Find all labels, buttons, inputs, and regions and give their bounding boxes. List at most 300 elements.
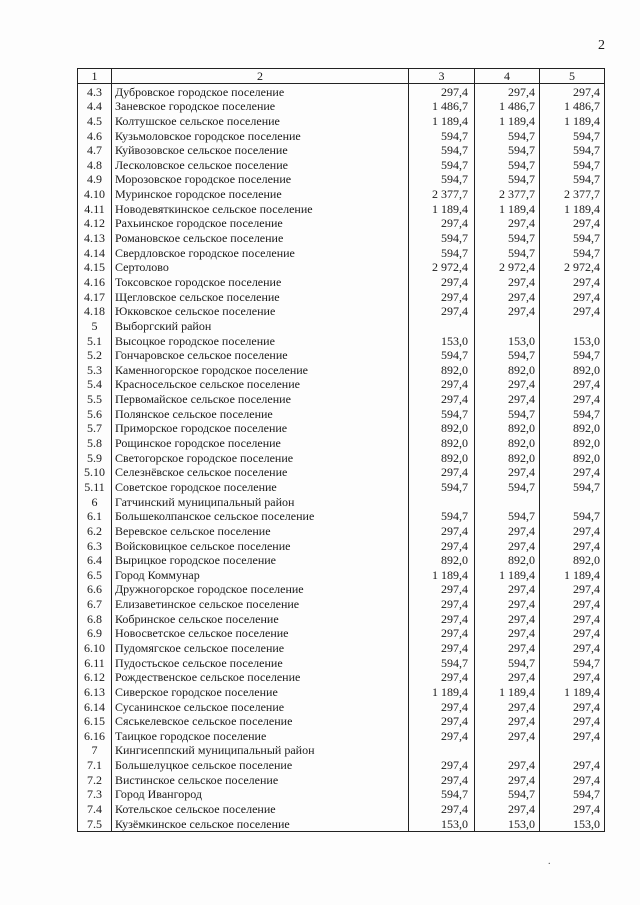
row-number-cell: 5 [78,319,112,334]
row-number-cell: 7 [78,743,112,758]
value-col5-cell: 594,7 [540,158,605,173]
settlement-name-cell: Куйвозовское сельское поселение [112,143,409,158]
row-number-cell: 4.8 [78,158,112,173]
value-col3-cell: 297,4 [409,758,475,773]
header-cell-3: 3 [409,69,475,84]
value-col3-cell: 297,4 [409,641,475,656]
row-number-cell: 4.5 [78,114,112,129]
table-row [78,421,605,436]
value-col4-cell: 297,4 [475,802,540,817]
header-cell-2: 2 [112,69,409,84]
table-row [78,260,605,275]
table-row [78,773,605,788]
table-row [78,202,605,217]
scan-mark: . [548,856,551,867]
allocation-table [77,68,605,832]
settlement-name-cell: Большелуцкое сельское поселение [112,758,409,773]
row-number-cell: 5.8 [78,436,112,451]
value-col5-cell: 297,4 [540,275,605,290]
value-col5-cell: 297,4 [540,802,605,817]
settlement-name-cell: Кузьмоловское городское поселение [112,128,409,143]
value-col5-cell: 2 377,7 [540,187,605,202]
value-col4-cell: 297,4 [475,641,540,656]
table-row [78,568,605,583]
value-col4-cell: 153,0 [475,816,540,831]
row-number-cell: 4.16 [78,275,112,290]
row-number-cell: 7.1 [78,758,112,773]
table-row [78,597,605,612]
table-row [78,143,605,158]
settlement-name-cell: Сяськелевское сельское поселение [112,714,409,729]
row-number-cell: 4.11 [78,202,112,217]
value-col5-cell: 297,4 [540,524,605,539]
value-col3-cell: 1 486,7 [409,99,475,114]
settlement-name-cell: Кобринское сельское поселение [112,611,409,626]
value-col3-cell: 297,4 [409,377,475,392]
value-col5-cell: 297,4 [540,729,605,744]
value-col3-cell: 594,7 [409,172,475,187]
settlement-name-cell: Светогорское городское поселение [112,450,409,465]
row-number-cell: 4.13 [78,231,112,246]
row-number-cell: 5.4 [78,377,112,392]
row-number-cell: 5.10 [78,465,112,480]
table-row [78,655,605,670]
value-col4-cell [475,743,540,758]
row-number-cell: 4.10 [78,187,112,202]
value-col5-cell: 594,7 [540,407,605,422]
settlement-name-cell: Колтушское сельское поселение [112,114,409,129]
value-col3-cell: 297,4 [409,597,475,612]
value-col5-cell: 892,0 [540,450,605,465]
row-number-cell: 6.14 [78,699,112,714]
settlement-name-cell: Веревское сельское поселение [112,524,409,539]
row-number-cell: 6.7 [78,597,112,612]
value-col4-cell: 297,4 [475,611,540,626]
settlement-name-cell: Лесколовское сельское поселение [112,158,409,173]
value-col4-cell: 297,4 [475,304,540,319]
value-col3-cell: 594,7 [409,245,475,260]
settlement-name-cell: Кузёмкинское сельское поселение [112,816,409,831]
value-col5-cell: 594,7 [540,480,605,495]
table-row [78,363,605,378]
value-col3-cell: 594,7 [409,143,475,158]
row-number-cell: 6.6 [78,582,112,597]
value-col4-cell: 297,4 [475,275,540,290]
value-col3-cell [409,494,475,509]
table-group-row [78,494,605,509]
row-number-cell: 7.3 [78,787,112,802]
value-col4-cell: 594,7 [475,655,540,670]
settlement-name-cell: Рощинское городское поселение [112,436,409,451]
value-col4-cell: 892,0 [475,553,540,568]
value-col5-cell [540,319,605,334]
value-col4-cell: 1 189,4 [475,202,540,217]
table-row [78,245,605,260]
settlement-name-cell: Елизаветинское сельское поселение [112,597,409,612]
value-col3-cell: 153,0 [409,816,475,831]
value-col5-cell: 297,4 [540,714,605,729]
table-row [78,84,605,99]
row-number-cell: 4.18 [78,304,112,319]
settlement-name-cell: Сиверское городское поселение [112,685,409,700]
value-col5-cell: 594,7 [540,509,605,524]
value-col4-cell: 297,4 [475,392,540,407]
settlement-name-cell: Токсовское городское поселение [112,275,409,290]
table-group-row [78,743,605,758]
value-col3-cell: 892,0 [409,363,475,378]
value-col3-cell: 297,4 [409,714,475,729]
value-col4-cell: 297,4 [475,216,540,231]
value-col3-cell [409,319,475,334]
settlement-name-cell: Полянское сельское поселение [112,407,409,422]
row-number-cell: 6.13 [78,685,112,700]
value-col3-cell: 153,0 [409,333,475,348]
table-row [78,392,605,407]
value-col3-cell: 594,7 [409,480,475,495]
settlement-name-cell: Первомайское сельское поселение [112,392,409,407]
row-number-cell: 5.2 [78,348,112,363]
row-number-cell: 7.4 [78,802,112,817]
row-number-cell: 6.2 [78,524,112,539]
header-cell-1: 1 [78,69,112,84]
value-col3-cell: 297,4 [409,699,475,714]
settlement-name-cell: Муринское городское поселение [112,187,409,202]
table-row [78,685,605,700]
value-col3-cell: 297,4 [409,392,475,407]
settlement-name-cell: Дружногорское городское поселение [112,582,409,597]
value-col5-cell: 153,0 [540,333,605,348]
settlement-name-cell: Гатчинский муниципальный район [112,494,409,509]
value-col3-cell: 892,0 [409,450,475,465]
row-number-cell: 4.4 [78,99,112,114]
value-col5-cell: 297,4 [540,304,605,319]
value-col4-cell: 594,7 [475,245,540,260]
value-col3-cell: 594,7 [409,158,475,173]
row-number-cell: 6.5 [78,568,112,583]
row-number-cell: 6 [78,494,112,509]
value-col5-cell: 1 189,4 [540,114,605,129]
value-col5-cell: 297,4 [540,641,605,656]
value-col3-cell: 1 189,4 [409,685,475,700]
table-group-row [78,319,605,334]
value-col4-cell: 594,7 [475,480,540,495]
value-col3-cell: 297,4 [409,538,475,553]
table-row [78,787,605,802]
row-number-cell: 5.6 [78,407,112,422]
settlement-name-cell: Гончаровское сельское поселение [112,348,409,363]
value-col4-cell: 594,7 [475,787,540,802]
settlement-name-cell: Новосветское сельское поселение [112,626,409,641]
settlement-name-cell: Вистинское сельское поселение [112,773,409,788]
value-col3-cell: 297,4 [409,611,475,626]
value-col4-cell: 594,7 [475,128,540,143]
table-row [78,348,605,363]
row-number-cell: 6.11 [78,655,112,670]
settlement-name-cell: Советское городское поселение [112,480,409,495]
settlement-name-cell: Юкковское сельское поселение [112,304,409,319]
settlement-name-cell: Сусанинское сельское поселение [112,699,409,714]
value-col4-cell [475,319,540,334]
value-col4-cell: 297,4 [475,714,540,729]
value-col5-cell: 297,4 [540,758,605,773]
settlement-name-cell: Войсковицкое сельское поселение [112,538,409,553]
row-number-cell: 6.9 [78,626,112,641]
value-col4-cell: 594,7 [475,231,540,246]
value-col5-cell: 892,0 [540,363,605,378]
value-col3-cell: 297,4 [409,216,475,231]
table-row [78,377,605,392]
value-col5-cell: 297,4 [540,289,605,304]
row-number-cell: 6.1 [78,509,112,524]
row-number-cell: 5.9 [78,450,112,465]
value-col4-cell: 297,4 [475,597,540,612]
value-col4-cell: 297,4 [475,289,540,304]
value-col3-cell: 594,7 [409,128,475,143]
row-number-cell: 5.3 [78,363,112,378]
value-col5-cell: 594,7 [540,172,605,187]
row-number-cell: 6.4 [78,553,112,568]
table-row [78,714,605,729]
settlement-name-cell: Щегловское сельское поселение [112,289,409,304]
table-row [78,128,605,143]
value-col3-cell: 297,4 [409,729,475,744]
value-col3-cell: 594,7 [409,509,475,524]
value-col5-cell: 594,7 [540,143,605,158]
settlement-name-cell: Котельское сельское поселение [112,802,409,817]
row-number-cell: 7.5 [78,816,112,831]
settlement-name-cell: Большеколпанское сельское поселение [112,509,409,524]
row-number-cell: 6.3 [78,538,112,553]
table-row [78,187,605,202]
value-col4-cell: 1 486,7 [475,99,540,114]
table-row [78,289,605,304]
row-number-cell: 4.6 [78,128,112,143]
value-col3-cell: 297,4 [409,626,475,641]
table-row [78,611,605,626]
value-col5-cell: 297,4 [540,773,605,788]
table-row [78,816,605,831]
value-col5-cell: 594,7 [540,787,605,802]
table-row [78,699,605,714]
value-col4-cell: 892,0 [475,363,540,378]
value-col3-cell: 297,4 [409,773,475,788]
settlement-name-cell: Таицкое городское поселение [112,729,409,744]
value-col3-cell: 297,4 [409,275,475,290]
value-col4-cell: 297,4 [475,699,540,714]
row-number-cell: 4.9 [78,172,112,187]
value-col3-cell: 594,7 [409,407,475,422]
value-col4-cell: 594,7 [475,172,540,187]
value-col3-cell: 892,0 [409,553,475,568]
value-col5-cell: 594,7 [540,128,605,143]
value-col4-cell: 1 189,4 [475,568,540,583]
table-row [78,465,605,480]
settlement-name-cell: Пудостьское сельское поселение [112,655,409,670]
row-number-cell: 6.12 [78,670,112,685]
settlement-name-cell: Город Коммунар [112,568,409,583]
value-col4-cell: 1 189,4 [475,685,540,700]
value-col3-cell: 297,4 [409,524,475,539]
value-col5-cell: 594,7 [540,231,605,246]
settlement-name-cell: Каменногорское городское поселение [112,363,409,378]
value-col4-cell: 297,4 [475,729,540,744]
settlement-name-cell: Красносельское сельское поселение [112,377,409,392]
value-col4-cell: 297,4 [475,524,540,539]
table-row [78,758,605,773]
value-col5-cell: 892,0 [540,436,605,451]
value-col4-cell: 297,4 [475,84,540,99]
value-col5-cell: 892,0 [540,421,605,436]
settlement-name-cell: Кингисеппский муниципальный район [112,743,409,758]
row-number-cell: 4.14 [78,245,112,260]
value-col4-cell: 594,7 [475,509,540,524]
value-col4-cell: 153,0 [475,333,540,348]
table-row [78,333,605,348]
value-col3-cell: 297,4 [409,465,475,480]
row-number-cell: 5.5 [78,392,112,407]
value-col3-cell: 892,0 [409,421,475,436]
value-col4-cell: 297,4 [475,773,540,788]
value-col3-cell: 594,7 [409,787,475,802]
table-row [78,304,605,319]
settlement-name-cell: Морозовское городское поселение [112,172,409,187]
settlement-name-cell: Выборгский район [112,319,409,334]
value-col4-cell: 297,4 [475,465,540,480]
table-row [78,450,605,465]
value-col4-cell: 594,7 [475,143,540,158]
value-col4-cell: 2 972,4 [475,260,540,275]
value-col4-cell: 297,4 [475,538,540,553]
value-col5-cell: 892,0 [540,553,605,568]
page-number: 2 [598,38,605,53]
settlement-name-cell: Романовское сельское поселение [112,231,409,246]
value-col3-cell: 2 377,7 [409,187,475,202]
value-col4-cell: 892,0 [475,450,540,465]
value-col3-cell [409,743,475,758]
settlement-name-cell: Селезнёвское сельское поселение [112,465,409,480]
value-col5-cell: 594,7 [540,348,605,363]
value-col3-cell: 297,4 [409,582,475,597]
value-col4-cell: 1 189,4 [475,114,540,129]
table-row [78,524,605,539]
table-row [78,158,605,173]
settlement-name-cell: Новодевяткинское сельское поселение [112,202,409,217]
table-row [78,114,605,129]
value-col4-cell: 297,4 [475,377,540,392]
settlement-name-cell: Приморское городское поселение [112,421,409,436]
value-col3-cell: 1 189,4 [409,114,475,129]
value-col4-cell: 297,4 [475,626,540,641]
settlement-name-cell: Вырицкое городское поселение [112,553,409,568]
value-col3-cell: 594,7 [409,655,475,670]
row-number-cell: 6.15 [78,714,112,729]
table-row [78,99,605,114]
value-col5-cell: 297,4 [540,699,605,714]
table-row [78,582,605,597]
value-col4-cell: 892,0 [475,436,540,451]
row-number-cell: 4.17 [78,289,112,304]
settlement-name-cell: Сертолово [112,260,409,275]
row-number-cell: 5.1 [78,333,112,348]
value-col4-cell: 594,7 [475,407,540,422]
value-col5-cell: 297,4 [540,582,605,597]
table-row [78,802,605,817]
value-col5-cell: 297,4 [540,84,605,99]
value-col3-cell: 1 189,4 [409,202,475,217]
table-row [78,670,605,685]
value-col3-cell: 2 972,4 [409,260,475,275]
settlement-name-cell: Рождественское сельское поселение [112,670,409,685]
value-col5-cell: 2 972,4 [540,260,605,275]
header-cell-4: 4 [475,69,540,84]
value-col4-cell: 297,4 [475,670,540,685]
value-col5-cell [540,494,605,509]
table-row [78,172,605,187]
table-row [78,275,605,290]
row-number-cell: 7.2 [78,773,112,788]
header-cell-5: 5 [540,69,605,84]
table-row [78,436,605,451]
row-number-cell: 5.11 [78,480,112,495]
table-row [78,626,605,641]
value-col5-cell: 297,4 [540,377,605,392]
value-col3-cell: 297,4 [409,304,475,319]
table-row [78,216,605,231]
value-col5-cell: 594,7 [540,655,605,670]
value-col5-cell: 297,4 [540,216,605,231]
value-col5-cell: 1 189,4 [540,685,605,700]
value-col5-cell: 1 486,7 [540,99,605,114]
table-header-row [78,69,605,84]
row-number-cell: 4.3 [78,84,112,99]
value-col4-cell: 297,4 [475,582,540,597]
value-col5-cell: 297,4 [540,465,605,480]
settlement-name-cell: Высоцкое городское поселение [112,333,409,348]
value-col4-cell: 297,4 [475,758,540,773]
settlement-name-cell: Дубровское городское поселение [112,84,409,99]
value-col5-cell: 594,7 [540,245,605,260]
value-col3-cell: 892,0 [409,436,475,451]
settlement-name-cell: Город Ивангород [112,787,409,802]
value-col3-cell: 297,4 [409,84,475,99]
table-row [78,641,605,656]
settlement-name-cell: Рахьинское городское поселение [112,216,409,231]
value-col5-cell: 1 189,4 [540,568,605,583]
value-col5-cell: 297,4 [540,538,605,553]
row-number-cell: 6.10 [78,641,112,656]
value-col5-cell: 1 189,4 [540,202,605,217]
value-col5-cell: 297,4 [540,597,605,612]
value-col5-cell [540,743,605,758]
table-row [78,553,605,568]
value-col5-cell: 297,4 [540,670,605,685]
value-col3-cell: 594,7 [409,348,475,363]
row-number-cell: 4.12 [78,216,112,231]
value-col5-cell: 297,4 [540,392,605,407]
value-col4-cell [475,494,540,509]
value-col4-cell: 594,7 [475,348,540,363]
value-col3-cell: 297,4 [409,802,475,817]
settlement-name-cell: Пудомягское сельское поселение [112,641,409,656]
allocation-table-container [77,68,604,832]
value-col3-cell: 297,4 [409,670,475,685]
row-number-cell: 6.16 [78,729,112,744]
table-row [78,729,605,744]
settlement-name-cell: Заневское городское поселение [112,99,409,114]
row-number-cell: 4.15 [78,260,112,275]
table-row [78,538,605,553]
value-col4-cell: 892,0 [475,421,540,436]
